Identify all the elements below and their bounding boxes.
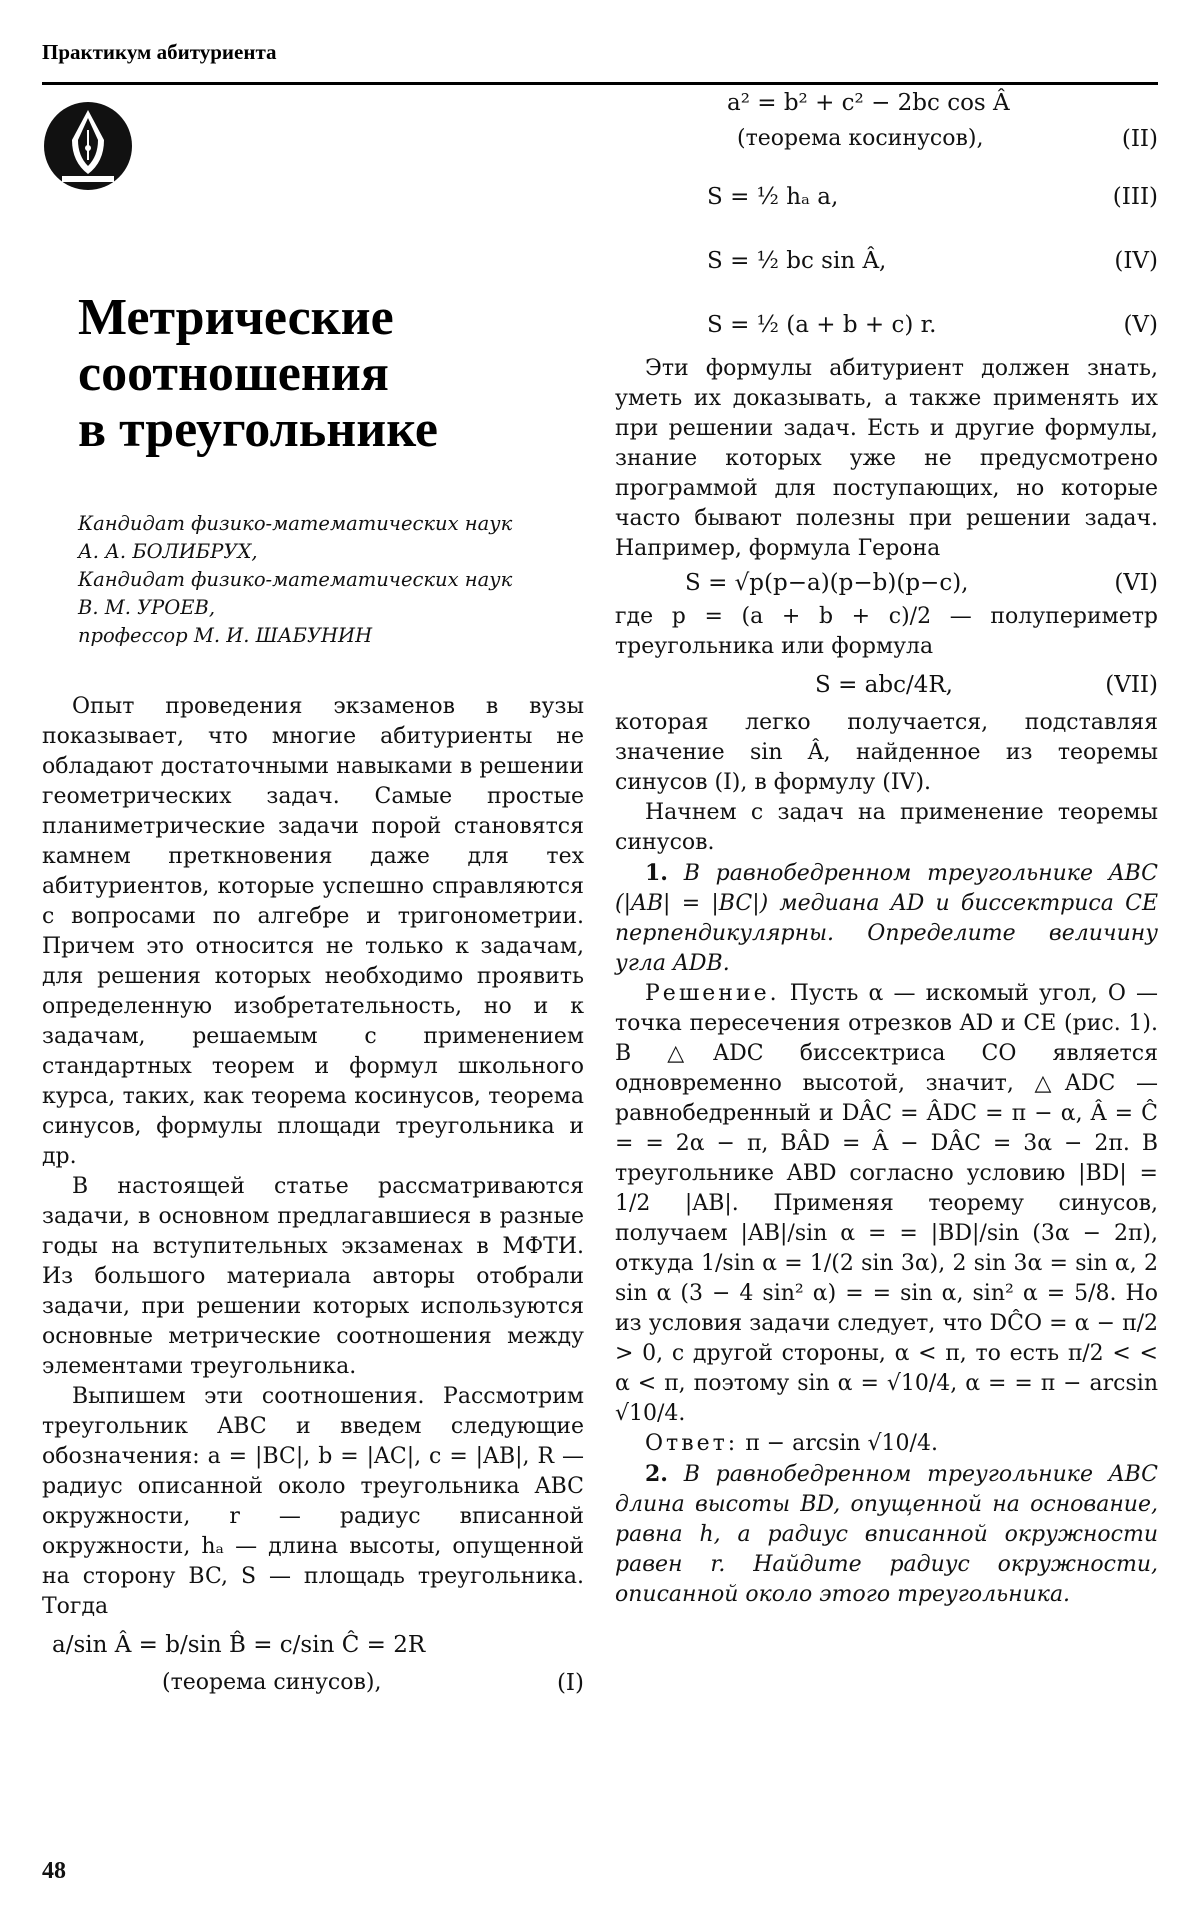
formula-III-row (615, 172, 1158, 236)
title-line: соотношения (78, 345, 389, 402)
answer-1 (615, 1429, 1158, 1459)
header-rule (42, 82, 1158, 85)
formula-I-caption-row (42, 1666, 584, 1702)
formula-IV: S = ½ bc sin Â, (707, 248, 887, 274)
formula-III-number: (III) (1112, 184, 1158, 210)
formula-II-line1 (615, 88, 1158, 122)
title-line: Метрические (78, 289, 394, 346)
problem-1-number: 1. (645, 860, 668, 886)
author-line: А. А. БОЛИБРУХ, (78, 540, 258, 563)
formula-VII-number: (VII) (1105, 672, 1158, 698)
derivation-paragraph: которая легко получается, подставляя значение sin Â, найденное из теоремы синусов (I), в формулу (IV). (615, 710, 1158, 795)
formula-VI-row (615, 564, 1158, 602)
start-paragraph: Начнем с задач на применение теоремы синусов. (615, 800, 1158, 855)
article-title (78, 290, 598, 458)
formula-IV-number: (IV) (1114, 248, 1158, 274)
formulas-remark-paragraph: Эти формулы абитуриент должен знать, уметь их доказывать, а также применять их при решении задач. Есть и другие формулы, знание которых уже не предусмотрено программой для поступающих, но которые часто бывают полезны при решении задач. Например, формула Герона (615, 356, 1158, 561)
problem-2 (615, 1459, 1158, 1610)
formula-IV-row (615, 236, 1158, 300)
formula-II-line2 (615, 122, 1158, 172)
formula-I: a/sin Â = b/sin B̂ = c/sin Ĉ = 2R (52, 1632, 426, 1658)
solution-text: Пусть α — искомый угол, O — точка пересечения отрезков AD и CE (рис. 1). В △ADC биссектриса CO является одновременно высотой, значит, △ADC — равнобедренный и DÂC = ÂDC = π − α, Â = Ĉ = = 2α − π, BÂD = Â − DÂC = 3α − 2π. В треугольнике ABD согласно условию |BD| = 1/2 |AB|. Применяя теорему синусов, получаем |AB|/sin α = = |BD|/sin (3α − 2π), откуда 1/sin α = 1/(2 sin 3α), 2 sin 3α = sin α, 2 sin α (3 − 4 sin² α) = = sin α, sin² α = 5/8. Но из условия задачи следует, что DĈO = α − π/2 > 0, с другой стороны, α < π, то есть π/2 < < α < π, поэтому sin α = √10/4, α = = π − arcsin √10/4. (615, 981, 1158, 1426)
formula-I-row (42, 1622, 584, 1666)
problem-2-text: В равнобедренном треугольнике ABC длина высоты BD, опущенной на основание, равна h, а радиус вписанной окружности равен r. Найдите радиус окружности, описанной около этого треугольника. (615, 1462, 1158, 1607)
formula-cosine-caption: (теорема косинусов), (737, 126, 984, 151)
formula-I-number: (I) (556, 1670, 584, 1696)
formula-III: S = ½ hₐ a, (707, 184, 839, 210)
title-line: в треугольнике (78, 401, 438, 458)
author-line: Кандидат физико-математических наук (78, 512, 513, 535)
scope-paragraph: В настоящей статье рассматриваются задачи, в основном предлагавшиеся в разные годы на вступительных экзаменах в МФТИ. Из большого материала авторы отобрали задачи, при решении которых используются основные метрические соотношения между элементами треугольника. (42, 1174, 584, 1379)
formula-VII: S = abc/4R, (815, 672, 953, 698)
section-header: Практикум абитуриента (42, 40, 277, 64)
formula-V: S = ½ (a + b + c) r. (707, 312, 937, 338)
author-line: В. М. УРОЕВ, (78, 596, 216, 619)
author-line: Кандидат физико-математических наук (78, 568, 513, 591)
notation-paragraph: Выпишем эти соотношения. Рассмотрим треугольник ABC и введем следующие обозначения: a = |BC|, b = |AC|, c = |AB|, R — радиус описанной около треугольника ABC окружности, r — радиус вписанной окружности, hₐ — длина высоты, опущенной на сторону BC, S — площадь треугольника. Тогда (42, 1384, 584, 1619)
formula-VII-row (615, 662, 1158, 708)
formula-V-number: (V) (1123, 312, 1158, 338)
problem-1-text: В равнобедренном треугольнике ABC (|AB| = |BC|) медиана AD и биссектриса CE перпендикулярны. Определите величину угла ADB. (615, 861, 1158, 976)
right-column (615, 354, 1158, 1610)
formula-II-number: (II) (1121, 126, 1158, 152)
formula-heron: S = √p(p−a)(p−b)(p−c), (685, 570, 969, 596)
author-line: профессор М. И. ШАБУНИН (78, 624, 373, 647)
semiperimeter-paragraph: где p = (a + b + c)/2 — полупериметр треугольника или формула (615, 604, 1158, 659)
answer-label: Ответ: (645, 1431, 739, 1456)
page-number: 48 (42, 1858, 66, 1884)
problem-2-number: 2. (645, 1461, 668, 1487)
formula-cosine: a² = b² + c² − 2bc cos Â (727, 90, 1010, 116)
problem-1 (615, 858, 1158, 979)
formula-I-caption: (теорема синусов), (162, 1670, 382, 1695)
right-top-formulas (615, 88, 1158, 364)
solution-1 (615, 979, 1158, 1429)
fountain-pen-nib-logo-icon (42, 100, 134, 192)
intro-paragraph: Опыт проведения экзаменов в вузы показывает, что многие абитуриенты не обладают достаточными навыками в решении геометрических задач. Самые простые планиметрические задачи порой становятся камнем преткновения даже для тех абитуриентов, которые успешно справляются с вопросами по алгебре и тригонометрии. Причем это относится не только к задачам, для решения которых необходимо проявить определенную изобретательность, но и к задачам, решаемым с применением стандартных теорем и формул школьного курса, таких, как теорема косинусов, теорема синусов, формулы площади треугольника и др. (42, 694, 584, 1169)
solution-label: Решение. (645, 981, 780, 1006)
formula-VI-number: (VI) (1114, 570, 1158, 596)
answer-text: π − arcsin √10/4. (745, 1431, 938, 1456)
left-column (42, 692, 584, 1702)
author-list (78, 510, 598, 650)
